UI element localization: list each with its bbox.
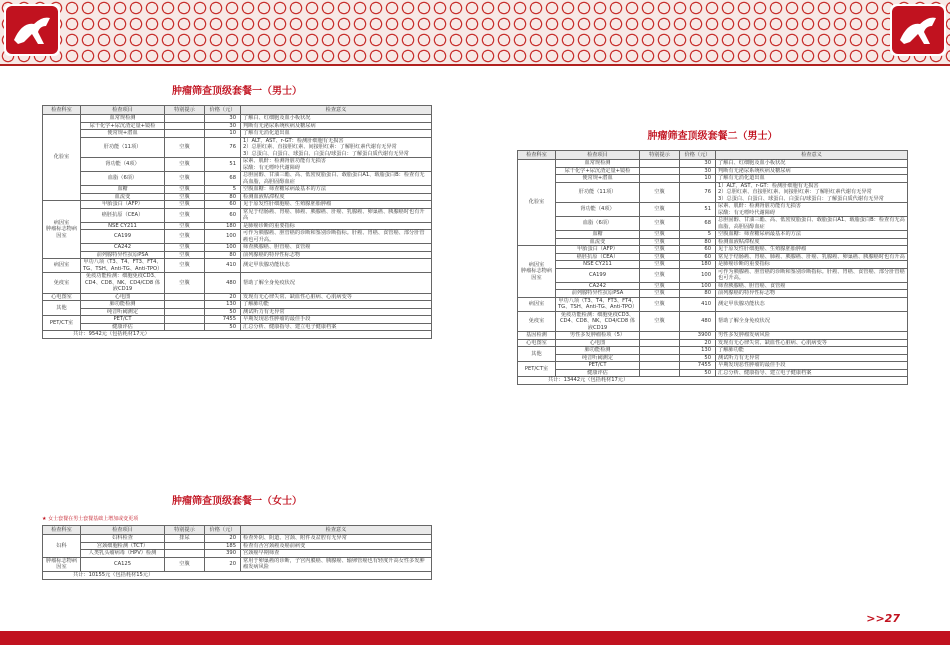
table-row — [518, 182, 908, 203]
table-row — [518, 311, 908, 332]
item-cell: 甲功八项（T3、T4、FT3、FT4、TG、TSH、Anti-TG、Anti-TPO） — [556, 297, 640, 311]
price-cell: 80 — [680, 290, 716, 298]
tip-cell — [165, 550, 205, 558]
table-row — [43, 323, 432, 331]
table-row — [43, 122, 432, 130]
tip-cell: 空腹 — [640, 290, 680, 298]
dept-cell: PET/CT室 — [518, 362, 556, 377]
table-row — [43, 222, 432, 230]
desc-cell: 1）ALT、AST、r-GT：检测肝细胞有无损害 2）总胆红素、直接胆红素、间接胆红素：了解胆红素代谢有无异常 3）总蛋白、白蛋白、球蛋白、白蛋白/球蛋白：了解蛋白质代谢有无异常 — [716, 182, 908, 203]
item-cell: PET/CT — [81, 316, 165, 324]
item-cell: 男性多发肿瘤检项（5） — [556, 332, 640, 340]
item-cell: 免疫功能检测：细胞免疫CD3、CD4、CD8、NK、CD4/CD8 体液CD19 — [556, 311, 640, 332]
desc-cell: 判断有无泌尿系统疾病及糖尿病 — [241, 122, 432, 130]
desc-cell: 检测血液粘滞程度 — [241, 193, 432, 201]
desc-cell: 可作为胰腺癌、胆管癌的诊断和鉴别诊断指标。肝癌、胃癌、食管癌、部分肝管癌也可升高。 — [241, 230, 432, 244]
item-cell: 健康评估 — [81, 323, 165, 331]
price-cell: 10 — [205, 130, 241, 138]
table-row — [43, 172, 432, 186]
table-row — [518, 167, 908, 175]
desc-cell: 了解肺功能 — [716, 347, 908, 355]
item-cell: 纯音听阈测定 — [556, 354, 640, 362]
price-cell: 80 — [680, 238, 716, 246]
desc-cell: 帮助了解全身免疫状况 — [716, 311, 908, 332]
table-row — [518, 261, 908, 269]
table-row — [518, 354, 908, 362]
column-header: 检查科室 — [43, 526, 81, 535]
column-header: 检查项目 — [556, 151, 640, 160]
item-cell: 便常规+潜血 — [81, 130, 165, 138]
desc-cell: 检查外阴、阴道、宫颈、附件及盆腔有无异常 — [241, 535, 432, 543]
table-row — [43, 535, 432, 543]
price-cell: 50 — [680, 369, 716, 377]
price-cell: 20 — [205, 557, 241, 571]
page-number: >>27 — [866, 612, 900, 625]
price-cell: 5 — [680, 231, 716, 239]
column-header: 检查项目 — [81, 106, 165, 115]
item-cell: 血常规检测 — [556, 160, 640, 168]
item-cell: CA199 — [81, 230, 165, 244]
package-title: 肿瘤筛查顶级套餐二（男士） — [647, 131, 778, 142]
column-header: 检查科室 — [518, 151, 556, 160]
item-cell: NSE CY211 — [81, 222, 165, 230]
table-row — [43, 316, 432, 324]
table-row — [43, 158, 432, 172]
price-cell: 30 — [205, 122, 241, 130]
price-cell: 30 — [680, 160, 716, 168]
tip-cell: 空腹 — [165, 244, 205, 252]
table-row — [518, 268, 908, 282]
item-cell: 血常规检测 — [81, 115, 165, 123]
item-cell: 血脂（6项） — [81, 172, 165, 186]
table-row — [43, 201, 432, 209]
tip-cell: 空腹 — [165, 222, 205, 230]
desc-cell: 检查有否宫颈癌及癌前病变 — [241, 542, 432, 550]
table-row — [518, 246, 908, 254]
item-cell: 尿干化学+尿沉渣定量+镜检 — [81, 122, 165, 130]
desc-cell: 男性多发肿瘤发病风险 — [716, 332, 908, 340]
dept-cell: 病因室 肿瘤标志物病因室 — [43, 201, 81, 259]
table-row — [518, 217, 908, 231]
price-cell: 100 — [680, 268, 716, 282]
price-cell: 480 — [205, 273, 241, 294]
tip-cell: 空腹 — [165, 259, 205, 273]
table-row — [518, 369, 908, 377]
item-cell: 便常规+潜血 — [556, 175, 640, 183]
dept-cell: 肿瘤标志物病因室 — [43, 557, 81, 571]
tip-cell: 空腹 — [640, 297, 680, 311]
column-header: 检查意义 — [716, 151, 908, 160]
table-header-row — [43, 106, 432, 115]
table-row — [43, 137, 432, 158]
table-row — [43, 208, 432, 222]
price-cell: 20 — [205, 293, 241, 301]
tip-cell — [640, 369, 680, 377]
item-cell: 肺功能检测 — [81, 301, 165, 309]
table-row — [43, 130, 432, 138]
item-cell: 纯音听阈测定 — [81, 308, 165, 316]
desc-cell: 是肺癌诊断的重要指标 — [716, 261, 908, 269]
table-header-row — [43, 526, 432, 535]
price-cell: 60 — [680, 246, 716, 254]
price-cell: 410 — [205, 259, 241, 273]
table-row — [518, 231, 908, 239]
desc-cell: 早期发现恶性肿瘤的最佳手段 — [716, 362, 908, 370]
item-cell: 癌胚抗原（CEA） — [81, 208, 165, 222]
item-cell: CA242 — [556, 282, 640, 290]
tip-cell: 空腹 — [165, 137, 205, 158]
desc-cell: 测试听力有无异常 — [716, 354, 908, 362]
item-cell: 甲功八项（T3、T4、FT3、FT4、TG、TSH、Anti-TG、Anti-TPO） — [81, 259, 165, 273]
item-cell: 尿干化学+尿沉渣定量+镜检 — [556, 167, 640, 175]
price-cell: 51 — [680, 203, 716, 217]
column-header: 检查项目 — [81, 526, 165, 535]
desc-cell: 发现有无心律失常、缺血性心脏病、心肌病变等 — [241, 293, 432, 301]
price-cell: 480 — [680, 311, 716, 332]
tip-cell: 空腹 — [640, 311, 680, 332]
tip-cell — [640, 175, 680, 183]
price-cell: 130 — [205, 301, 241, 309]
table-row — [43, 186, 432, 194]
price-cell: 390 — [205, 550, 241, 558]
desc-cell: 是肺癌诊断的重要指标 — [241, 222, 432, 230]
tip-cell: 空腹 — [165, 172, 205, 186]
desc-cell: 空腹血糖：筛查糖尿病最基本的方法 — [716, 231, 908, 239]
item-cell: NSE CY211 — [556, 261, 640, 269]
dept-cell: 免疫室 — [43, 273, 81, 294]
item-cell: 肾功能（4项） — [81, 158, 165, 172]
tip-cell — [640, 332, 680, 340]
package-table — [517, 150, 908, 385]
item-cell: CA242 — [81, 244, 165, 252]
price-cell: 180 — [205, 222, 241, 230]
tip-cell — [640, 167, 680, 175]
package-table — [42, 105, 432, 339]
desc-cell: 检测血液粘滞程度 — [716, 238, 908, 246]
price-cell: 130 — [680, 347, 716, 355]
price-cell: 50 — [205, 323, 241, 331]
tip-cell: 空腹 — [165, 273, 205, 294]
item-cell: CA125 — [81, 557, 165, 571]
desc-cell: 筛查胰腺癌、胆管癌、食管癌 — [716, 282, 908, 290]
tip-cell: 空腹 — [165, 557, 205, 571]
price-cell: 10 — [680, 175, 716, 183]
column-header: 价格（元） — [205, 526, 241, 535]
desc-cell: 可作为胰腺癌、胆管癌的诊断和鉴别诊断指标。肝癌、胃癌、食管癌、部分肝管癌也可升高。 — [716, 268, 908, 282]
tip-cell: 空腹 — [640, 182, 680, 203]
tip-cell: 空腹 — [640, 217, 680, 231]
desc-cell: 总胆固醇、甘油三酯、高、低密度脂蛋白、载脂蛋白A1、载脂蛋白B：检查有无高血脂，高胆固醇血症 — [241, 172, 432, 186]
tip-cell — [165, 293, 205, 301]
price-cell: 180 — [680, 261, 716, 269]
price-cell: 100 — [205, 230, 241, 244]
item-cell: 肝功能（11项） — [81, 137, 165, 158]
dept-cell: 心电图室 — [43, 293, 81, 301]
tip-cell — [165, 308, 205, 316]
item-cell: 健康评估 — [556, 369, 640, 377]
price-cell: 60 — [680, 253, 716, 261]
desc-cell: 了解肺功能 — [241, 301, 432, 309]
price-cell: 30 — [205, 115, 241, 123]
desc-cell: 筛查胰腺癌、胆管癌、食管癌 — [241, 244, 432, 252]
price-cell: 76 — [680, 182, 716, 203]
tip-cell: 空腹 — [165, 251, 205, 259]
table-header-row — [518, 151, 908, 160]
package-male-2 — [517, 127, 908, 385]
column-header: 检查科室 — [43, 106, 81, 115]
price-cell: 30 — [680, 167, 716, 175]
table-row — [518, 160, 908, 168]
item-cell: 心电图 — [81, 293, 165, 301]
tip-cell: 空腹 — [640, 282, 680, 290]
item-cell: 血糖 — [81, 186, 165, 194]
table-row — [43, 244, 432, 252]
price-cell: 68 — [680, 217, 716, 231]
item-cell: 血糖 — [556, 231, 640, 239]
table-row — [43, 550, 432, 558]
price-cell: 80 — [205, 251, 241, 259]
table-row — [43, 293, 432, 301]
table-row — [43, 557, 432, 571]
tip-cell — [640, 160, 680, 168]
desc-cell: 见于原发性肝细胞癌、生殖腺胚胎肿瘤 — [716, 246, 908, 254]
desc-cell: 空腹血糖：筛查糖尿病最基本的方法 — [241, 186, 432, 194]
item-cell: PET/CT — [556, 362, 640, 370]
horse-seal-icon — [890, 4, 946, 56]
package-table — [42, 525, 432, 580]
item-cell: 甲胎蛋白（AFP） — [81, 201, 165, 209]
table-row — [43, 301, 432, 309]
dept-cell: PET/CT室 — [43, 316, 81, 331]
desc-cell: 宫颈癌早期筛查 — [241, 550, 432, 558]
dept-cell: 心电图室 — [518, 339, 556, 347]
desc-cell: 常见于结肠癌、胃癌、肺癌、胰腺癌、肝癌、乳腺癌、卵巢癌、胰腺癌时也有升高 — [716, 253, 908, 261]
total-cell: 共计：9542元（包括耗材17元） — [43, 331, 432, 339]
tip-cell: 空腹 — [640, 253, 680, 261]
item-cell: 宫颈细胞检测（TCT） — [81, 542, 165, 550]
item-cell: CA199 — [556, 268, 640, 282]
dept-cell: 妇科 — [43, 535, 81, 558]
desc-cell: 尿素、肌酐：检测肾脏功能有无损害 尿酸：有无嘌呤代谢障碍 — [716, 203, 908, 217]
price-cell: 76 — [205, 137, 241, 158]
dept-cell: 免疫室 — [518, 311, 556, 332]
tip-cell — [165, 316, 205, 324]
package-title: 肿瘤筛查顶级套餐一（男士） — [172, 86, 302, 97]
item-cell: 心电图 — [556, 339, 640, 347]
price-cell: 60 — [205, 201, 241, 209]
price-cell: 51 — [205, 158, 241, 172]
tip-cell — [165, 301, 205, 309]
tip-cell: 空腹 — [640, 268, 680, 282]
price-cell: 7455 — [205, 316, 241, 324]
total-cell: 共计：13442元（包括耗材17元） — [518, 377, 908, 385]
table-row — [518, 332, 908, 340]
tip-cell — [165, 323, 205, 331]
tip-cell: 排尿 — [165, 535, 205, 543]
package-title: 肿瘤筛查顶级套餐一（女士） — [172, 496, 302, 507]
dept-cell: 病因室 肿瘤标志物病因室 — [518, 246, 556, 298]
dept-cell: 其他 — [43, 301, 81, 316]
tip-cell: 空腹 — [165, 158, 205, 172]
desc-cell: 常见于结肠癌、胃癌、肺癌、胰腺癌、肝癌、乳腺癌、卵巢癌、胰腺癌时也有升高 — [241, 208, 432, 222]
desc-cell: 了解有无消化道出血 — [716, 175, 908, 183]
table-row — [43, 115, 432, 123]
price-cell: 100 — [680, 282, 716, 290]
table-row — [43, 251, 432, 259]
item-cell: 免疫功能检测：细胞免疫CD3、CD4、CD8、NK、CD4/CD8 体液CD19 — [81, 273, 165, 294]
tip-cell: 空腹 — [640, 203, 680, 217]
desc-cell: 汇总分析、健康指导、建立电子健康档案 — [716, 369, 908, 377]
total-row — [43, 331, 432, 339]
table-row — [518, 203, 908, 217]
dept-cell: 病因室 — [43, 259, 81, 273]
column-header: 检查意义 — [241, 106, 432, 115]
desc-cell: 测试听力有无异常 — [241, 308, 432, 316]
table-row — [43, 273, 432, 294]
total-row — [518, 377, 908, 385]
item-cell: 肝功能（11项） — [556, 182, 640, 203]
desc-cell: 汇总分析、健康指导、建立电子健康档案 — [241, 323, 432, 331]
horse-seal-icon — [4, 4, 60, 56]
desc-cell: 1）ALT、AST、r-GT：检测肝细胞有无损害 2）总胆红素、直接胆红素、间接胆红素：了解胆红素代谢有无异常 3）总蛋白、白蛋白、球蛋白、白蛋白/球蛋白：了解蛋白质代谢有无异常 — [241, 137, 432, 158]
desc-cell: 见于原发性肝细胞癌、生殖腺胚胎肿瘤 — [241, 201, 432, 209]
price-cell: 60 — [205, 208, 241, 222]
desc-cell: 帮助了解全身免疫状况 — [241, 273, 432, 294]
dept-cell: 基因检测 — [518, 332, 556, 340]
item-cell: 前列腺特异性抗原PSA — [556, 290, 640, 298]
tip-cell — [640, 362, 680, 370]
column-header: 特别提示 — [165, 106, 205, 115]
dept-cell: 病因室 — [518, 297, 556, 311]
package-female-1 — [42, 492, 432, 580]
tip-cell: 空腹 — [165, 208, 205, 222]
tip-cell — [165, 115, 205, 123]
item-cell: 血流变 — [81, 193, 165, 201]
desc-cell: 常用于卵巢癌的诊断，子宫内膜癌、胰腺癌、输卵管癌也有轻度升高女性多发肿瘤发病风险 — [241, 557, 432, 571]
price-cell: 7455 — [680, 362, 716, 370]
tip-cell — [165, 130, 205, 138]
item-cell: 血流变 — [556, 238, 640, 246]
table-row — [518, 297, 908, 311]
table-row — [43, 542, 432, 550]
table-row — [43, 193, 432, 201]
decorative-pattern-band — [0, 0, 950, 66]
table-row — [43, 308, 432, 316]
table-row — [518, 339, 908, 347]
item-cell: 肾功能（4项） — [556, 203, 640, 217]
desc-cell: 了解有无消化道出血 — [241, 130, 432, 138]
price-cell: 185 — [205, 542, 241, 550]
tip-cell: 空腹 — [165, 186, 205, 194]
price-cell: 20 — [680, 339, 716, 347]
desc-cell: 前列腺癌的特异性标志物 — [241, 251, 432, 259]
table-row — [518, 238, 908, 246]
desc-cell: 了解白、红细胞及血小板状况 — [716, 160, 908, 168]
item-cell: 妇科检查 — [81, 535, 165, 543]
desc-cell: 测定甲状腺功能状态 — [241, 259, 432, 273]
dept-cell: 其他 — [518, 347, 556, 362]
dept-cell: 化验室 — [518, 160, 556, 246]
price-cell: 20 — [205, 535, 241, 543]
item-cell: 血脂（6项） — [556, 217, 640, 231]
desc-cell: 了解白、红细胞及血小板状况 — [241, 115, 432, 123]
column-header: 特别提示 — [640, 151, 680, 160]
desc-cell: 测定甲状腺功能状态 — [716, 297, 908, 311]
table-row — [518, 282, 908, 290]
desc-cell: 前列腺癌的特异性标志物 — [716, 290, 908, 298]
table-row — [518, 253, 908, 261]
tip-cell: 空腹 — [165, 230, 205, 244]
desc-cell: 总胆固醇、甘油三酯、高、低密度脂蛋白、载脂蛋白A1、载脂蛋白B：检查有无高血脂，高胆固醇血症 — [716, 217, 908, 231]
total-cell: 共计：10155元（包括耗材15元） — [43, 571, 432, 579]
tip-cell — [165, 542, 205, 550]
tip-cell — [640, 354, 680, 362]
column-header: 特别提示 — [165, 526, 205, 535]
desc-cell: 发现有无心律失常、缺血性心脏病、心肌病变等 — [716, 339, 908, 347]
item-cell: 肺功能检测 — [556, 347, 640, 355]
tip-cell: 空腹 — [640, 246, 680, 254]
bottom-band — [0, 631, 950, 645]
package-note: ★ 女士套餐在男士套餐基础上增加或变更项 — [42, 516, 139, 522]
tip-cell — [165, 122, 205, 130]
price-cell: 50 — [680, 354, 716, 362]
table-row — [43, 230, 432, 244]
item-cell: 癌胚抗原（CEA） — [556, 253, 640, 261]
tip-cell — [640, 347, 680, 355]
column-header: 检查意义 — [241, 526, 432, 535]
total-row — [43, 571, 432, 579]
table-row — [518, 290, 908, 298]
item-cell: 人类乳头瘤病毒（HPV）检测 — [81, 550, 165, 558]
tip-cell: 空腹 — [640, 261, 680, 269]
table-row — [43, 259, 432, 273]
price-cell: 410 — [680, 297, 716, 311]
table-row — [518, 175, 908, 183]
tip-cell: 空腹 — [640, 238, 680, 246]
item-cell: 甲胎蛋白（AFP） — [556, 246, 640, 254]
package-male-1 — [42, 82, 432, 339]
tip-cell: 空腹 — [640, 231, 680, 239]
tip-cell: 空腹 — [165, 193, 205, 201]
desc-cell: 判断有无泌尿系统疾病及糖尿病 — [716, 167, 908, 175]
column-header: 价格（元） — [205, 106, 241, 115]
tip-cell — [640, 339, 680, 347]
price-cell: 100 — [205, 244, 241, 252]
price-cell: 80 — [205, 193, 241, 201]
item-cell: 前列腺特异性抗原PSA — [81, 251, 165, 259]
dept-cell: 化验室 — [43, 115, 81, 201]
tip-cell: 空腹 — [165, 201, 205, 209]
table-row — [518, 362, 908, 370]
column-header: 价格（元） — [680, 151, 716, 160]
desc-cell: 早期发现恶性肿瘤的最佳手段 — [241, 316, 432, 324]
price-cell: 3900 — [680, 332, 716, 340]
price-cell: 5 — [205, 186, 241, 194]
price-cell: 50 — [205, 308, 241, 316]
desc-cell: 尿素、肌酐：检测肾脏功能有无损害 尿酸：有无嘌呤代谢障碍 — [241, 158, 432, 172]
table-row — [518, 347, 908, 355]
price-cell: 68 — [205, 172, 241, 186]
